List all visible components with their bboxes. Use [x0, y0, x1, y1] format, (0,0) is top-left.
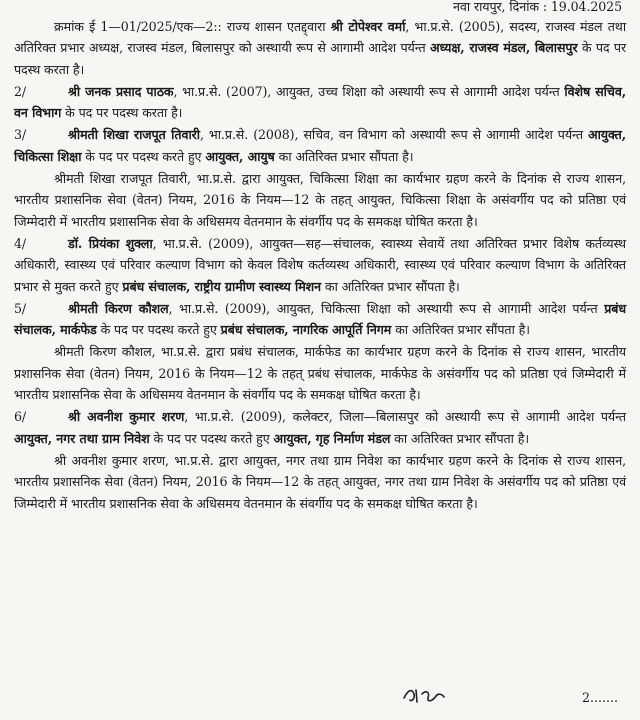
place-date: नवा रायपुर, दिनांक : 19.04.2025: [452, 0, 622, 14]
page-footer: [14, 686, 618, 716]
text: , भा.प्र.से. (2009), कलेक्टर, जिला—बिलासपुर को अस्थायी रूप से आगामी आदेश पर्यन्त: [184, 409, 626, 425]
order-paragraph-2: [14, 81, 626, 124]
officer-name: श्री अवनीश कुमार शरण: [68, 409, 185, 425]
posting: प्रबंध संचालक, मार्कफेड: [14, 300, 626, 338]
paragraph-number: 2/: [14, 83, 27, 99]
next-page-indicator: 2.......: [581, 690, 618, 705]
text: के पद पर पदस्थ करते हुए: [96, 322, 221, 338]
paragraph-number: 6/: [14, 409, 27, 425]
posting: आयुक्त, चिकित्सा शिक्षा: [14, 127, 626, 164]
text: का अतिरिक्त प्रभार सौंपता है।: [321, 278, 460, 294]
paragraph-number: 4/: [14, 235, 27, 251]
text: के पद पर पदस्थ करता है।: [14, 40, 626, 77]
text: , भा.प्र.से. (2008), सचिव, वन विभाग को अस्थायी रूप से आगामी आदेश पर्यन्त: [199, 127, 588, 143]
text: , भा.प्र.से. (2009), आयुक्त—सह—संचालक, स्वास्थ्य सेवायें तथा अतिरिक्त प्रभार विशेष कर्तव्यस्थ अधिकारी, स्वास्थ्य एवं परिवार कल्याण विभाग को केवल विशेष कर्तव्यस्थ अधिकारी, स्वास्थ्य एवं परिवार कल्याण विभाग के अतिरिक्त प्रभार से मुक्त करते हुए: [14, 235, 627, 294]
text: का अतिरिक्त प्रभार सौंपता है।: [391, 322, 530, 338]
text: के पद पर पदस्थ करते हुए: [149, 430, 274, 446]
text: , भा.प्र.से. (2007), आयुक्त, उच्च शिक्षा को अस्थायी रूप से आगामी आदेश पर्यन्त: [173, 83, 565, 99]
order-document: [14, 0, 626, 514]
additional-charge: प्रबंध संचालक, राष्ट्रीय ग्रामीण स्वास्थ्य मिशन: [122, 278, 321, 294]
posting: आयुक्त, नगर तथा ग्राम निवेश: [14, 430, 150, 446]
signature-mark: [400, 684, 446, 706]
posting: विशेष सचिव, वन विभाग: [14, 83, 627, 121]
officer-name: डॉ. प्रियंका शुक्ला: [68, 235, 153, 251]
additional-charge: आयुक्त, आयुष: [205, 148, 275, 164]
text: का अतिरिक्त प्रभार सौंपता है।: [274, 148, 414, 164]
officer-name: श्रीमती किरण कौशल: [68, 300, 169, 316]
equivalence-paragraph-5: श्रीमती किरण कौशल, भा.प्र.से. द्वारा प्रबंध संचालक, मार्कफेड का कार्यभार ग्रहण करने के दिनांक से राज्य शासन, भारतीय प्रशासनिक सेवा (वेतन) नियम, 2016 के नियम—12 के तहत् प्रबंध संचालक, मार्कफेड के असंवर्गीय पद को प्रतिष्ठा एवं जिम्मेदारी में भारतीय प्रशासनिक सेवा के अधिसमय वेतनमान के संवर्गीय पद के समकक्ष घोषित करता है।: [14, 344, 626, 403]
text: का अतिरिक्त प्रभार सौंपता है।: [390, 430, 529, 446]
paragraph-number: 5/: [14, 300, 27, 316]
additional-charge: आयुक्त, गृह निर्माण मंडल: [273, 430, 391, 446]
order-paragraph-5: [14, 298, 626, 341]
additional-charge: प्रबंध संचालक, नागरिक आपूर्ति निगम: [220, 322, 392, 338]
order-paragraph-1: [14, 16, 626, 80]
text: के पद पर पदस्थ करते हुए: [81, 148, 206, 164]
officer-name: श्री जनक प्रसाद पाठक: [68, 83, 174, 99]
order-paragraph-6: [14, 406, 626, 449]
equivalence-paragraph-6: श्री अवनीश कुमार शरण, भा.प्र.से. द्वारा आयुक्त, नगर तथा ग्राम निवेश का कार्यभार ग्रहण करने के दिनांक से राज्य शासन, भारतीय प्रशासनिक सेवा (वेतन) नियम, 2016 के नियम—12 के तहत् आयुक्त, नगर तथा ग्राम निवेश के असंवर्गीय पद को प्रतिष्ठा एवं जिम्मेदारी में भारतीय प्रशासनिक सेवा के अधिसमय वेतनमान के संवर्गीय पद के समकक्ष घोषित करता है।: [14, 452, 626, 511]
text: क्रमांक ई 1—01/2025/एक—2:: राज्य शासन एतद्द्वारा: [54, 19, 331, 34]
posting: अध्यक्ष, राजस्व मंडल, बिलासपुर: [429, 40, 578, 56]
text: , भा.प्र.से. (2009), आयुक्त, चिकित्सा शिक्षा को अस्थायी रूप से आगामी आदेश पर्यन्त: [168, 300, 605, 316]
order-paragraph-3: [14, 124, 626, 167]
text: के पद पर पदस्थ करता है।: [61, 105, 183, 121]
equivalence-paragraph-3: श्रीमती शिखा राजपूत तिवारी, भा.प्र.से. द्वारा आयुक्त, चिकित्सा शिक्षा का कार्यभार ग्रहण करने के दिनांक से राज्य शासन, भारतीय प्रशासनिक सेवा (वेतन) नियम, 2016 के नियम—12 के तहत् आयुक्त, चिकित्सा शिक्षा के असंवर्गीय पद को प्रतिष्ठा एवं जिम्मेदारी में भारतीय प्रशासनिक सेवा के अधिसमय वेतनमान के संवर्गीय पद के समकक्ष घोषित करता है।: [14, 171, 626, 229]
officer-name: श्रीमती शिखा राजपूत तिवारी: [68, 127, 200, 143]
text: , भा.प्र.से. (2005), सदस्य, राजस्व मंडल तथा अतिरिक्त प्रभार अध्यक्ष, राजस्व मंडल, बिलासपुर को अस्थायी रूप से आगामी आदेश पर्यन्त: [14, 19, 627, 56]
officer-name: श्री टोपेश्वर वर्मा: [330, 19, 406, 34]
paragraph-number: 3/: [14, 127, 27, 143]
order-paragraph-4: [14, 233, 626, 297]
